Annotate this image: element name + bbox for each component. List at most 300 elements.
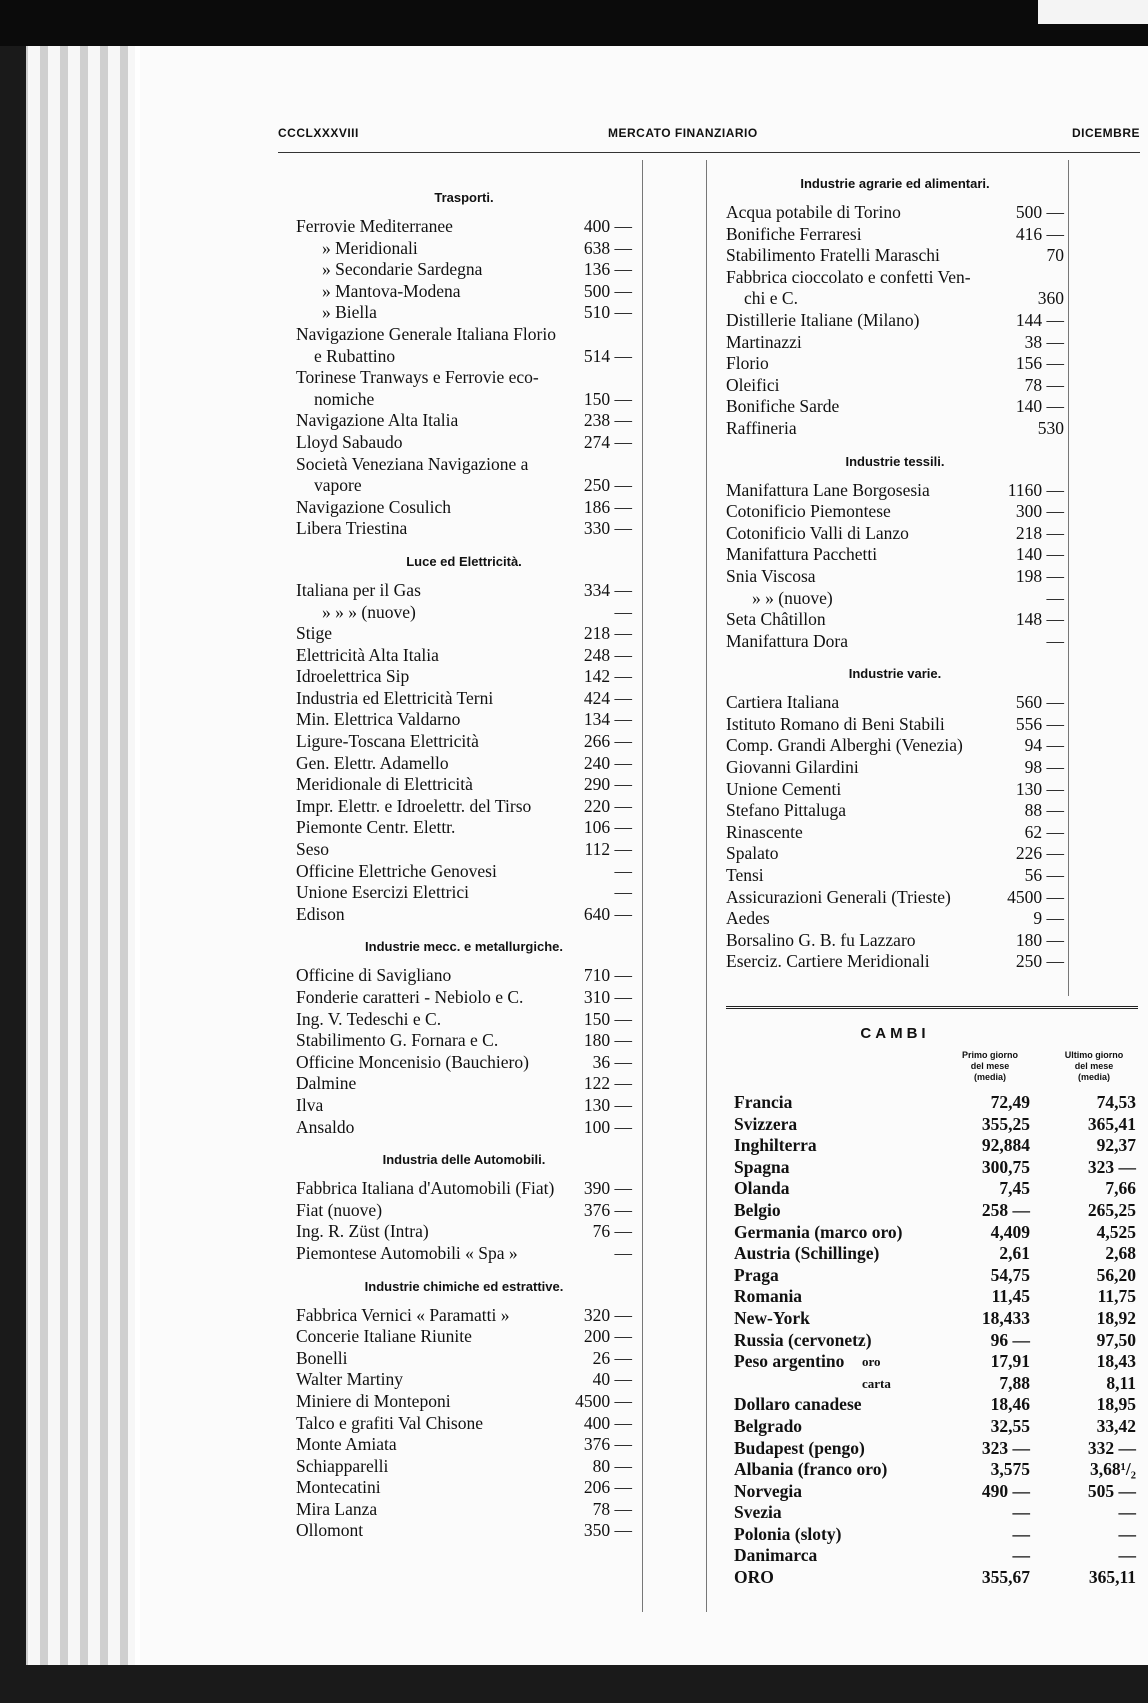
stock-name: » Meridionali xyxy=(322,237,418,258)
stock-price: 320 — xyxy=(583,1304,632,1325)
stock-row xyxy=(296,1030,632,1052)
exchange-row xyxy=(734,1545,1136,1567)
stock-name: Miniere di Monteponi xyxy=(296,1390,451,1411)
stock-row xyxy=(726,779,1064,801)
exchange-currency: Norvegia xyxy=(734,1480,803,1501)
stock-name: Fabbrica cioccolato e confetti Ven- xyxy=(726,266,971,287)
stock-price: 122 — xyxy=(583,1073,632,1094)
stock-price: 40 — xyxy=(592,1369,632,1390)
stock-name: Tensi xyxy=(726,865,764,886)
exchange-row xyxy=(734,1135,1136,1157)
stock-price: 180 — xyxy=(583,1030,632,1051)
stock-name: Ollomont xyxy=(296,1520,364,1541)
stock-name: Lloyd Sabaudo xyxy=(296,431,403,452)
exchange-currency: Spagna xyxy=(734,1156,790,1177)
exchange-currency: Germania (marco oro) xyxy=(734,1221,903,1242)
exchange-row xyxy=(734,1222,1136,1244)
stock-price: 150 — xyxy=(583,1008,632,1029)
stock-row xyxy=(296,1200,632,1222)
stock-row xyxy=(726,375,1064,397)
stock-row xyxy=(726,714,1064,736)
stock-row xyxy=(296,1348,632,1370)
stock-name: » » (nuove) xyxy=(752,587,833,608)
stock-name: » Mantova-Modena xyxy=(322,280,461,301)
exchange-last-day: 92,37 xyxy=(1096,1135,1136,1156)
stock-price: 416 — xyxy=(1015,223,1064,244)
exchange-last-day: 332 — xyxy=(1087,1437,1136,1458)
exchange-currency: Austria (Schillinge) xyxy=(734,1243,880,1264)
stock-price: 56 — xyxy=(1024,865,1064,886)
stock-price: 424 — xyxy=(583,687,632,708)
exchange-currency: New-York xyxy=(734,1307,810,1328)
stock-row xyxy=(296,410,632,432)
exchange-last-day: 97,50 xyxy=(1096,1329,1136,1350)
exchange-row xyxy=(734,1286,1136,1308)
stock-name: Borsalino G. B. fu Lazzaro xyxy=(726,929,916,950)
exchange-first-day: 7,45 xyxy=(999,1178,1030,1199)
stock-row xyxy=(296,731,632,753)
stock-row xyxy=(726,631,1064,653)
exchange-currency: Svezia xyxy=(734,1502,782,1523)
cambi-col1-header-line: (media) xyxy=(973,1072,1006,1082)
stock-name: Aedes xyxy=(726,908,770,929)
stock-row xyxy=(726,288,1064,310)
stock-row xyxy=(296,367,632,389)
stock-price: 360 xyxy=(1037,288,1064,309)
exchange-subtype: oro xyxy=(862,1354,881,1370)
stock-name: Elettricità Alta Italia xyxy=(296,644,439,665)
exchange-first-day: 72,49 xyxy=(990,1092,1030,1112)
stock-row xyxy=(296,965,632,987)
stock-row xyxy=(296,580,632,602)
stock-price: 400 — xyxy=(583,216,632,236)
stock-row xyxy=(296,709,632,731)
exchange-last-day: 7,66 xyxy=(1105,1178,1136,1199)
stock-name: Monte Amiata xyxy=(296,1434,397,1455)
section-title: Trasporti. xyxy=(434,190,494,205)
stock-price: 220 — xyxy=(583,795,632,816)
stock-price: 310 — xyxy=(583,987,632,1007)
stock-row xyxy=(726,865,1064,887)
stock-row xyxy=(726,951,1064,973)
stock-name: Officine Elettriche Genovesi xyxy=(296,860,497,881)
exchange-row xyxy=(734,1092,1136,1114)
exchange-first-day: 3,575 xyxy=(990,1459,1030,1480)
stock-row xyxy=(726,245,1064,267)
exchange-subtype: carta xyxy=(862,1375,891,1391)
stock-price: 88 — xyxy=(1024,800,1064,821)
stock-row xyxy=(296,346,632,368)
stock-name: Manifattura Lane Borgosesia xyxy=(726,479,930,500)
stock-price: 156 — xyxy=(1015,353,1064,374)
stock-price: 80 — xyxy=(592,1455,632,1476)
column-divider xyxy=(706,160,707,1612)
stock-row xyxy=(296,1221,632,1243)
exchange-currency: Olanda xyxy=(734,1178,790,1199)
stock-row xyxy=(296,987,632,1009)
exchange-row xyxy=(734,1416,1136,1438)
stock-name: Assicurazioni Generali (Trieste) xyxy=(726,886,951,907)
stock-name: Giovanni Gilardini xyxy=(726,757,859,778)
exchange-first-day: 11,45 xyxy=(991,1286,1030,1307)
stock-row xyxy=(296,645,632,667)
section-title: Industrie chimiche ed estrattive. xyxy=(364,1278,564,1294)
stock-name: Seta Châtillon xyxy=(726,609,826,630)
stock-row xyxy=(296,1520,632,1542)
stock-price: 200 — xyxy=(583,1326,632,1347)
exchange-currency: Dollaro canadese xyxy=(734,1394,862,1415)
exchange-last-day: — xyxy=(1118,1523,1136,1544)
stock-row xyxy=(296,1117,632,1139)
stock-row xyxy=(296,904,632,926)
stock-price: 510 — xyxy=(583,302,632,323)
exchange-row xyxy=(734,1438,1136,1460)
stock-name: Ansaldo xyxy=(296,1116,355,1137)
stock-name: Bonelli xyxy=(296,1347,348,1368)
exchange-currency: Romania xyxy=(734,1286,803,1307)
stock-name: vapore xyxy=(314,475,362,496)
stock-price: 640 — xyxy=(583,903,632,924)
section-title: Luce ed Elettricità. xyxy=(406,553,522,569)
stock-name: Idroelettrica Sip xyxy=(296,666,410,687)
stock-row xyxy=(726,800,1064,822)
stock-price: 62 — xyxy=(1024,821,1064,842)
stock-row xyxy=(296,389,632,411)
exchange-row xyxy=(734,1373,1136,1395)
scan-corner xyxy=(1038,0,1148,24)
stock-price: 100 — xyxy=(583,1116,632,1137)
stock-row xyxy=(296,1369,632,1391)
stock-price: — xyxy=(614,882,632,903)
stock-row xyxy=(296,259,632,281)
stock-price: 94 — xyxy=(1024,735,1064,756)
exchange-row xyxy=(734,1243,1136,1265)
exchange-first-day: — xyxy=(1012,1502,1030,1523)
stock-name: Cartiera Italiana xyxy=(726,692,840,713)
exchange-first-day: 18,46 xyxy=(990,1394,1030,1415)
stock-row xyxy=(296,796,632,818)
stock-price: 226 — xyxy=(1015,843,1064,864)
stock-price: 350 — xyxy=(583,1520,632,1541)
stock-price: 70 xyxy=(1046,245,1064,266)
stock-name: Officine di Savigliano xyxy=(296,965,452,986)
exchange-last-day: 74,53 xyxy=(1096,1092,1136,1112)
scan-bottom-edge xyxy=(0,1665,1148,1703)
exchange-last-day: 8,11 xyxy=(1106,1372,1136,1393)
exchange-first-day: 490 — xyxy=(981,1480,1030,1501)
exchange-row xyxy=(734,1200,1136,1222)
section-title: Industria delle Automobili. xyxy=(382,1152,546,1168)
stock-price: 400 — xyxy=(583,1412,632,1433)
stock-row xyxy=(296,861,632,883)
value-column-rule xyxy=(1068,160,1069,996)
stock-price: 238 — xyxy=(583,410,632,431)
stock-price: 136 — xyxy=(583,259,632,280)
stock-name: Talco e grafiti Val Chisone xyxy=(296,1412,484,1433)
exchange-first-day: 258 — xyxy=(981,1199,1030,1220)
stock-name: Snia Viscosa xyxy=(726,565,816,586)
stock-row xyxy=(726,822,1064,844)
stock-row xyxy=(296,688,632,710)
stock-name: Distillerie Italiane (Milano) xyxy=(726,309,920,330)
stock-name: Ligure-Toscana Elettricità xyxy=(296,731,479,752)
stock-price: 300 — xyxy=(1015,501,1064,522)
section-title: Industrie varie. xyxy=(848,666,942,682)
exchange-currency: Budapest (pengo) xyxy=(734,1437,865,1458)
stock-price: 514 — xyxy=(583,345,632,366)
stock-price: 180 — xyxy=(1015,929,1064,950)
stock-row xyxy=(296,497,632,519)
stock-price: 148 — xyxy=(1015,609,1064,630)
stock-name: Navigazione Alta Italia xyxy=(296,410,459,431)
stock-price: 376 — xyxy=(583,1434,632,1455)
exchange-currency: Svizzera xyxy=(734,1113,798,1134)
stock-row xyxy=(296,666,632,688)
month-label: DICEMBRE xyxy=(1071,126,1140,140)
stock-name: Navigazione Generale Italiana Florio xyxy=(296,323,556,344)
exchange-last-day: 33,42 xyxy=(1096,1415,1136,1436)
stock-row xyxy=(296,1391,632,1413)
exchange-currency: ORO xyxy=(734,1567,774,1588)
stock-price: 330 — xyxy=(583,518,632,539)
stock-price: 130 — xyxy=(583,1094,632,1115)
stock-name: Navigazione Cosulich xyxy=(296,496,452,517)
exchange-first-day: 96 — xyxy=(990,1329,1030,1350)
exchange-currency: Francia xyxy=(734,1092,793,1112)
stock-row xyxy=(726,267,1064,289)
stock-name: » Secondarie Sardegna xyxy=(322,259,483,280)
stock-price: 142 — xyxy=(583,666,632,687)
stock-row xyxy=(726,418,1064,440)
stock-name: Cotonificio Valli di Lanzo xyxy=(726,522,909,543)
stock-price: 38 — xyxy=(1024,331,1064,352)
exchange-currency: Peso argentino xyxy=(734,1351,845,1372)
stock-name: e Rubattino xyxy=(314,345,396,366)
stock-row xyxy=(296,774,632,796)
stock-row xyxy=(296,623,632,645)
stock-name: Manifattura Pacchetti xyxy=(726,544,878,565)
stock-row xyxy=(296,324,632,346)
stock-price: 4500 — xyxy=(575,1390,632,1411)
stock-row xyxy=(296,1499,632,1521)
exchange-first-day: 7,88 xyxy=(999,1372,1030,1393)
stock-name: Libera Triestina xyxy=(296,518,408,539)
exchange-row xyxy=(734,1308,1136,1330)
exchange-last-day: 323 — xyxy=(1087,1156,1136,1177)
stock-name: nomiche xyxy=(314,388,375,409)
stock-name: Officine Moncenisio (Bauchiero) xyxy=(296,1051,529,1072)
exchange-row xyxy=(734,1524,1136,1546)
value-column-rule xyxy=(642,160,643,1612)
book-spine xyxy=(0,46,135,1666)
stock-row xyxy=(726,310,1064,332)
stock-row xyxy=(296,602,632,624)
stock-row xyxy=(296,1178,632,1200)
stock-price: 130 — xyxy=(1015,778,1064,799)
stock-row xyxy=(296,302,632,324)
stock-name: Bonifiche Ferraresi xyxy=(726,223,862,244)
exchange-last-day: 265,25 xyxy=(1087,1199,1136,1220)
stock-price: 198 — xyxy=(1015,565,1064,586)
exchange-last-day: 2,68 xyxy=(1105,1243,1136,1264)
stock-name: Fabbrica Italiana d'Automobili (Fiat) xyxy=(296,1178,555,1199)
stock-row xyxy=(726,930,1064,952)
exchange-last-day: 3,68¹/₂ xyxy=(1090,1459,1136,1480)
stock-price: 500 — xyxy=(583,280,632,301)
cambi-col2-header-line: del mese xyxy=(1074,1061,1114,1071)
stock-row xyxy=(296,1073,632,1095)
stock-name: Italiana per il Gas xyxy=(296,579,421,600)
stock-name: Montecatini xyxy=(296,1477,381,1498)
stock-price: 638 — xyxy=(583,237,632,258)
exchange-currency: Belgrado xyxy=(734,1415,803,1436)
stock-row xyxy=(726,908,1064,930)
stock-name: Impr. Elettr. e Idroelettr. del Tirso xyxy=(296,795,532,816)
stock-name: Industria ed Elettricità Terni xyxy=(296,687,494,708)
stock-row xyxy=(296,1434,632,1456)
stock-name: Gen. Elettr. Adamello xyxy=(296,752,449,773)
stock-name: Unione Esercizi Elettrici xyxy=(296,882,469,903)
stock-price: 218 — xyxy=(583,623,632,644)
stock-row xyxy=(296,454,632,476)
exchange-currency: Albania (franco oro) xyxy=(734,1459,888,1480)
exchange-currency: Praga xyxy=(734,1264,779,1285)
exchange-last-day: 11,75 xyxy=(1097,1286,1136,1307)
stock-name: Spalato xyxy=(726,843,779,864)
stock-row xyxy=(726,480,1064,502)
cambi-col2-header-line: Ultimo giorno xyxy=(1064,1050,1124,1060)
stock-price: — xyxy=(1046,630,1064,651)
exchange-row xyxy=(734,1157,1136,1179)
stock-row xyxy=(726,353,1064,375)
stock-price: 218 — xyxy=(1015,522,1064,543)
page-number: CCCLXXXVIII xyxy=(278,126,359,140)
stock-price: 98 — xyxy=(1024,757,1064,778)
stock-price: 36 — xyxy=(592,1051,632,1072)
exchange-last-day: 56,20 xyxy=(1096,1264,1136,1285)
stock-row xyxy=(726,224,1064,246)
stock-name: Edison xyxy=(296,903,345,924)
exchange-currency: Polonia (sloty) xyxy=(734,1523,842,1544)
page-title: MERCATO FINANZIARIO xyxy=(608,126,758,140)
stock-name: Florio xyxy=(726,353,769,374)
exchange-row xyxy=(734,1351,1136,1373)
stock-row xyxy=(296,518,632,540)
cambi-col1-header-line: Primo giorno xyxy=(962,1050,1018,1060)
stock-price: 140 — xyxy=(1015,544,1064,565)
stock-price: 76 — xyxy=(592,1221,632,1242)
stock-row xyxy=(726,757,1064,779)
stock-price: 556 — xyxy=(1015,713,1064,734)
stock-price: 4500 — xyxy=(1007,886,1064,907)
stock-name: chi e C. xyxy=(744,288,798,309)
exchange-first-day: 323 — xyxy=(981,1437,1030,1458)
stock-name: Piemonte Centr. Elettr. xyxy=(296,817,456,838)
stock-price: 26 — xyxy=(592,1347,632,1368)
stock-price: 274 — xyxy=(583,431,632,452)
stock-name: Rinascente xyxy=(726,821,803,842)
stock-name: » Biella xyxy=(322,302,377,323)
stock-row xyxy=(296,1477,632,1499)
exchange-first-day: 18,433 xyxy=(981,1307,1030,1328)
stock-row xyxy=(296,216,632,238)
cambi-rule xyxy=(726,1006,1138,1009)
stock-name: Schiapparelli xyxy=(296,1455,389,1476)
stock-price: 240 — xyxy=(583,752,632,773)
stock-row xyxy=(726,396,1064,418)
exchange-currency: Inghilterra xyxy=(734,1135,817,1156)
stock-price: 290 — xyxy=(583,774,632,795)
section-title: Industrie mecc. e metallurgiche. xyxy=(365,939,563,955)
stock-name: Bonifiche Sarde xyxy=(726,396,840,417)
stock-row xyxy=(726,523,1064,545)
stock-row xyxy=(296,475,632,497)
exchange-first-day: 2,61 xyxy=(999,1243,1030,1264)
exchange-row xyxy=(734,1114,1136,1136)
stock-price: 560 — xyxy=(1015,692,1064,713)
left-column xyxy=(296,186,632,1542)
stock-name: Walter Martiny xyxy=(296,1369,403,1390)
stock-row xyxy=(296,1243,632,1265)
stock-row xyxy=(726,501,1064,523)
stock-price: — xyxy=(614,1242,632,1263)
exchange-last-day: — xyxy=(1118,1545,1136,1566)
stock-name: Stige xyxy=(296,623,332,644)
cambi-col1-header xyxy=(950,1050,1030,1083)
stock-row xyxy=(296,432,632,454)
stock-price: 140 — xyxy=(1015,396,1064,417)
stock-price: 250 — xyxy=(1015,951,1064,972)
stock-name: Cotonificio Piemontese xyxy=(726,501,891,522)
section-title: Industrie agrarie ed alimentari. xyxy=(800,176,990,191)
stock-name: Stabilimento G. Fornara e C. xyxy=(296,1030,499,1051)
stock-row xyxy=(296,839,632,861)
cambi-col2-header-line: (media) xyxy=(1077,1072,1110,1082)
header-rule xyxy=(278,152,1140,153)
scan-top-edge xyxy=(0,0,1148,46)
stock-row xyxy=(726,544,1064,566)
stock-name: Martinazzi xyxy=(726,331,802,352)
stock-name: Dalmine xyxy=(296,1073,357,1094)
stock-name: Società Veneziana Navigazione a xyxy=(296,453,529,474)
exchange-first-day: 54,75 xyxy=(990,1264,1030,1285)
stock-name: Comp. Grandi Alberghi (Venezia) xyxy=(726,735,963,756)
stock-price: 78 — xyxy=(592,1498,632,1519)
stock-name: Unione Cementi xyxy=(726,778,842,799)
stock-row xyxy=(296,1413,632,1435)
stock-name: Ing. V. Tedeschi e C. xyxy=(296,1008,442,1029)
stock-price: 78 — xyxy=(1024,374,1064,395)
stock-row xyxy=(726,332,1064,354)
stock-name: Ilva xyxy=(296,1094,324,1115)
exchange-first-day: 355,25 xyxy=(981,1113,1030,1134)
stock-name: Seso xyxy=(296,839,330,860)
exchange-currency: Danimarca xyxy=(734,1545,818,1566)
exchange-row xyxy=(734,1178,1136,1200)
exchange-last-day: 18,92 xyxy=(1096,1307,1136,1328)
stock-price: 334 — xyxy=(583,579,632,600)
stock-name: Raffineria xyxy=(726,417,797,438)
stock-name: Stefano Pittaluga xyxy=(726,800,847,821)
running-header xyxy=(278,126,1140,146)
exchange-first-day: 32,55 xyxy=(990,1415,1030,1436)
stock-price: 134 — xyxy=(583,709,632,730)
stock-row xyxy=(726,609,1064,631)
exchange-first-day: — xyxy=(1012,1545,1030,1566)
stock-row xyxy=(296,1456,632,1478)
stock-name: Ing. R. Züst (Intra) xyxy=(296,1221,429,1242)
exchange-first-day: 17,91 xyxy=(990,1351,1030,1372)
